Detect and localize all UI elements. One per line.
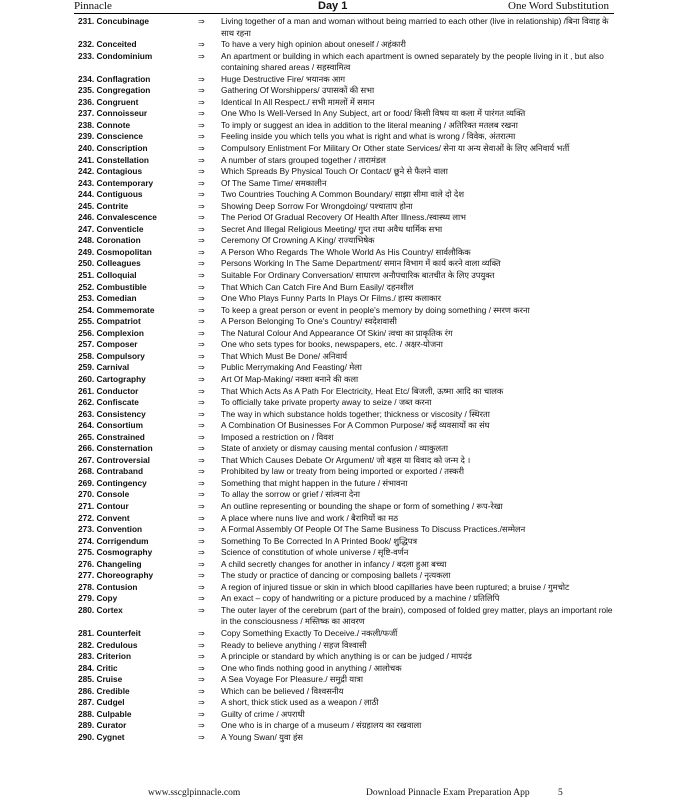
entry-word: 277. Choreography xyxy=(78,570,154,581)
word-entry xyxy=(0,524,683,536)
entry-definition: An apartment or building in which each apartment is owned separately by the people living in it , but also containing shared areas / सहस्वामित्व xyxy=(221,50,604,73)
word-entry xyxy=(0,120,683,132)
entry-word: 256. Complexion xyxy=(78,327,144,338)
arrow-icon: ⇒ xyxy=(198,501,205,511)
entry-definition: That Which Can Catch Fire And Burn Easily/ दहनशील xyxy=(221,281,414,292)
entry-word: 272. Convent xyxy=(78,512,130,523)
entry-word: 238. Connote xyxy=(78,119,131,130)
entry-word: 274. Corrigendum xyxy=(78,535,149,546)
arrow-icon: ⇒ xyxy=(198,374,205,384)
entry-definition: A Formal Assembly Of People Of The Same Business To Discuss Practices./सम्मेलन xyxy=(221,524,526,535)
word-entry xyxy=(0,108,683,120)
entry-definition: One who is in charge of a museum / संग्रहालय का रखवाला xyxy=(221,720,422,731)
entry-word: 288. Culpable xyxy=(78,708,132,719)
word-entry xyxy=(0,155,683,167)
word-entry xyxy=(0,282,683,294)
entry-word: 250. Colleagues xyxy=(78,258,141,269)
entry-definition: To have a very high opinion about oneself / अहंकारी xyxy=(221,39,406,50)
entry-definition: Science of constitution of whole universe / सृष्टि-वर्णन xyxy=(221,547,409,558)
arrow-icon: ⇒ xyxy=(198,213,205,223)
word-entry xyxy=(0,720,683,732)
word-entry xyxy=(0,489,683,501)
entry-definition: That Which Causes Debate Or Argument/ जो बहस या विवाद को जन्म दे । xyxy=(221,454,471,465)
entry-word: 242. Contagious xyxy=(78,166,143,177)
header-brand: Pinnacle xyxy=(74,0,112,12)
word-entry xyxy=(0,397,683,409)
word-entry xyxy=(0,478,683,490)
entry-definition: Public Merrymaking And Feasting/ मेला xyxy=(221,362,362,373)
arrow-icon: ⇒ xyxy=(198,467,205,477)
entry-word: 246. Convalescence xyxy=(78,212,157,223)
arrow-icon: ⇒ xyxy=(198,536,205,546)
word-entry xyxy=(0,293,683,305)
word-entry xyxy=(0,97,683,109)
entry-definition: The Period Of Gradual Recovery Of Health After Illness./स्वास्थ्य लाभ xyxy=(221,212,466,223)
entry-word: 282. Credulous xyxy=(78,639,138,650)
word-entry xyxy=(0,362,683,374)
word-entry xyxy=(0,432,683,444)
arrow-icon: ⇒ xyxy=(198,582,205,592)
arrow-icon: ⇒ xyxy=(198,548,205,558)
arrow-icon: ⇒ xyxy=(198,305,205,315)
word-entry xyxy=(0,709,683,721)
word-entry xyxy=(0,131,683,143)
word-entry xyxy=(0,536,683,548)
arrow-icon: ⇒ xyxy=(198,201,205,211)
entry-word: 271. Contour xyxy=(78,500,129,511)
word-entry xyxy=(0,270,683,282)
arrow-icon: ⇒ xyxy=(198,559,205,569)
arrow-icon: ⇒ xyxy=(198,571,205,581)
arrow-icon: ⇒ xyxy=(198,86,205,96)
word-entry xyxy=(0,201,683,213)
arrow-icon: ⇒ xyxy=(198,594,205,604)
entry-word: 278. Contusion xyxy=(78,581,138,592)
word-entry xyxy=(0,674,683,686)
entry-definition: Secret And Illegal Religious Meeting/ गुप्त तथा अवैध धार्मिक सभा xyxy=(221,223,443,234)
arrow-icon: ⇒ xyxy=(198,721,205,731)
entry-definition: The Natural Colour And Appearance Of Skin/ त्वचा का प्राकृतिक रंग xyxy=(221,327,453,338)
entry-word: 259. Carnival xyxy=(78,362,130,373)
entry-definition: A Person Belonging To One's Country/ स्वदेशवासी xyxy=(221,316,397,327)
arrow-icon: ⇒ xyxy=(198,640,205,650)
word-entry xyxy=(0,224,683,236)
word-entry xyxy=(0,39,683,51)
entry-definition: One who finds nothing good in anything / आलोचक xyxy=(221,662,402,673)
word-entry xyxy=(0,663,683,675)
word-entry xyxy=(0,697,683,709)
arrow-icon: ⇒ xyxy=(198,513,205,523)
page-number: 5 xyxy=(558,788,563,798)
entry-word: 237. Connoisseur xyxy=(78,108,148,119)
word-entry xyxy=(0,178,683,190)
entry-definition: A Sea Voyage For Pleasure./ समुद्री यात्रा xyxy=(221,674,363,685)
entry-definition: To keep a great person or event in people's memory by doing something / स्मरण करना xyxy=(221,304,530,315)
word-entry xyxy=(0,305,683,317)
word-entry xyxy=(0,732,683,744)
arrow-icon: ⇒ xyxy=(198,40,205,50)
entry-definition: Which can be believed / विश्वसनीय xyxy=(221,685,344,696)
entry-definition: Something that might happen in the future / संभावना xyxy=(221,477,408,488)
entry-definition: The study or practice of dancing or composing ballets / नृत्यकला xyxy=(221,570,451,581)
word-entry xyxy=(0,628,683,640)
word-entry xyxy=(0,189,683,201)
entry-word: 268. Contraband xyxy=(78,466,144,477)
word-entry xyxy=(0,640,683,652)
arrow-icon: ⇒ xyxy=(198,236,205,246)
entry-word: 265. Constrained xyxy=(78,431,145,442)
entry-definition: Which Spreads By Physical Touch Or Contact/ छूने से फैलने वाला xyxy=(221,166,448,177)
arrow-icon: ⇒ xyxy=(198,351,205,361)
word-entry xyxy=(0,143,683,155)
arrow-icon: ⇒ xyxy=(198,271,205,281)
word-entry xyxy=(0,455,683,467)
entry-definition: Ceremony Of Crowning A King/ राज्याभिषेक xyxy=(221,235,375,246)
entry-definition: Living together of a man and woman without being married to each other (live in relationship) /बिना विवाह के साथ रहना xyxy=(221,16,609,38)
arrow-icon: ⇒ xyxy=(198,652,205,662)
entry-definition: Gathering Of Worshippers/ उपासकों की सभा xyxy=(221,85,375,96)
word-entry xyxy=(0,409,683,421)
entry-definition: Persons Working In The Same Department/ समान विभाग में कार्य करने वाला व्यक्ति xyxy=(221,258,501,269)
header-rule xyxy=(74,13,614,14)
entry-word: 283. Criterion xyxy=(78,651,132,662)
arrow-icon: ⇒ xyxy=(198,455,205,465)
arrow-icon: ⇒ xyxy=(198,409,205,419)
entry-word: 247. Conventicle xyxy=(78,223,144,234)
footer-app-promo: Download Pinnacle Exam Preparation App xyxy=(366,788,530,798)
entry-definition: Feeling inside you which tells you what is right and what is wrong / विवेक, अंतरात्मा xyxy=(221,131,516,142)
entry-word: 263. Consistency xyxy=(78,408,146,419)
entry-word: 285. Cruise xyxy=(78,674,123,685)
word-entry xyxy=(0,85,683,97)
arrow-icon: ⇒ xyxy=(198,294,205,304)
word-entry xyxy=(0,651,683,663)
entry-word: 245. Contrite xyxy=(78,200,129,211)
arrow-icon: ⇒ xyxy=(198,317,205,327)
entry-definition: Showing Deep Sorrow For Wrongdoing/ पश्चाताप होना xyxy=(221,200,413,211)
entry-definition: A short, thick stick used as a weapon / लाठी xyxy=(221,697,379,708)
page-header xyxy=(0,0,683,13)
entry-word: 275. Cosmography xyxy=(78,547,153,558)
entry-definition: A Person Who Regards The Whole World As His Country/ सार्वलौकिक xyxy=(221,246,471,257)
word-entry xyxy=(0,339,683,351)
word-entry xyxy=(0,16,683,39)
entry-word: 235. Congregation xyxy=(78,85,151,96)
entry-word: 257. Composer xyxy=(78,339,138,350)
entry-word: 264. Consortium xyxy=(78,420,144,431)
entry-word: 249. Cosmopolitan xyxy=(78,246,152,257)
arrow-icon: ⇒ xyxy=(198,490,205,500)
entry-word: 279. Copy xyxy=(78,593,118,604)
entry-definition: One Who Is Well-Versed In Any Subject, art or food/ किसी विषय या कला में पारंगत व्यक्ति xyxy=(221,108,526,119)
entry-word: 262. Confiscate xyxy=(78,397,139,408)
word-entry xyxy=(0,74,683,86)
arrow-icon: ⇒ xyxy=(198,478,205,488)
entry-definition: A region of injured tissue or skin in which blood capillaries have been ruptured; a bruise / गुमचोट xyxy=(221,581,570,592)
entry-definition: State of anxiety or dismay causing mental confusion / व्याकुलता xyxy=(221,443,448,454)
arrow-icon: ⇒ xyxy=(198,340,205,350)
word-entry xyxy=(0,351,683,363)
header-day: Day 1 xyxy=(318,0,348,12)
arrow-icon: ⇒ xyxy=(198,167,205,177)
entry-definition: Guilty of crime / अपराधी xyxy=(221,708,305,719)
entry-definition: Copy Something Exactly To Deceive./ नकली/फर्जी xyxy=(221,627,398,638)
word-entry xyxy=(0,547,683,559)
entry-definition: Art Of Map-Making/ नक्शा बनाने की कला xyxy=(221,373,359,384)
arrow-icon: ⇒ xyxy=(198,386,205,396)
arrow-icon: ⇒ xyxy=(198,282,205,292)
entry-word: 254. Commemorate xyxy=(78,304,155,315)
entry-definition: One who sets types for books, newspapers, etc. / अक्षर-योजना xyxy=(221,339,443,350)
entry-word: 267. Controversial xyxy=(78,454,150,465)
entry-word: 284. Critic xyxy=(78,662,118,673)
entry-definition: The way in which substance holds together; thickness or viscosity / स्थिरता xyxy=(221,408,490,419)
page-footer xyxy=(0,787,683,800)
arrow-icon: ⇒ xyxy=(198,17,205,26)
entry-definition: Of The Same Time/ समकालीन xyxy=(221,177,327,188)
word-entry xyxy=(0,605,683,628)
entry-definition: A child secretly changes for another in infancy / बदला हुआ बच्चा xyxy=(221,558,447,569)
word-entry xyxy=(0,686,683,698)
arrow-icon: ⇒ xyxy=(198,628,205,638)
arrow-icon: ⇒ xyxy=(198,398,205,408)
entry-definition: An outline representing or bounding the shape or form of something / रूप-रेखा xyxy=(221,500,503,511)
entry-word: 260. Cartography xyxy=(78,373,146,384)
word-list xyxy=(0,16,683,743)
arrow-icon: ⇒ xyxy=(198,732,205,742)
entry-definition: Prohibited by law or treaty from being imported or exported / तस्करी xyxy=(221,466,465,477)
entry-word: 241. Constellation xyxy=(78,154,150,165)
entry-definition: Compulsory Enlistment For Military Or Other state Services/ सेना या अन्य सेवाओं के लिए अनिवार्य भर्ती xyxy=(221,143,570,154)
arrow-icon: ⇒ xyxy=(198,259,205,269)
word-entry xyxy=(0,466,683,478)
entry-word: 252. Combustible xyxy=(78,281,147,292)
entry-definition: A Young Swan/ युवा हंस xyxy=(221,731,304,742)
word-entry xyxy=(0,166,683,178)
word-entry xyxy=(0,386,683,398)
arrow-icon: ⇒ xyxy=(198,363,205,373)
word-entry xyxy=(0,328,683,340)
entry-definition: Imposed a restriction on / विवश xyxy=(221,431,334,442)
arrow-icon: ⇒ xyxy=(198,224,205,234)
word-entry xyxy=(0,420,683,432)
arrow-icon: ⇒ xyxy=(198,120,205,130)
entry-definition: A number of stars grouped together / तारामंडल xyxy=(221,154,386,165)
entry-word: 240. Conscription xyxy=(78,143,148,154)
entry-word: 234. Conflagration xyxy=(78,73,151,84)
word-entry xyxy=(0,582,683,594)
entry-definition: Ready to believe anything / सहज विश्वासी xyxy=(221,639,367,650)
arrow-icon: ⇒ xyxy=(198,155,205,165)
entry-definition: Two Countries Touching A Common Boundary/ साझा सीमा वाले दो देश xyxy=(221,189,464,200)
arrow-icon: ⇒ xyxy=(198,247,205,257)
entry-definition: A principle or standard by which anything is or can be judged / मापदंड xyxy=(221,651,472,662)
arrow-icon: ⇒ xyxy=(198,663,205,673)
arrow-icon: ⇒ xyxy=(198,74,205,84)
arrow-icon: ⇒ xyxy=(198,432,205,442)
arrow-icon: ⇒ xyxy=(198,698,205,708)
entry-word: 255. Compatriot xyxy=(78,316,141,327)
word-entry xyxy=(0,593,683,605)
entry-word: 269. Contingency xyxy=(78,477,147,488)
entry-word: 286. Credible xyxy=(78,685,130,696)
entry-word: 266. Consternation xyxy=(78,443,153,454)
word-entry xyxy=(0,247,683,259)
arrow-icon: ⇒ xyxy=(198,686,205,696)
entry-definition: To imply or suggest an idea in addition to the literal meaning / अतिरिक्त मतलब रखना xyxy=(221,119,518,130)
entry-word: 276. Changeling xyxy=(78,558,142,569)
entry-word: 236. Congruent xyxy=(78,96,139,107)
entry-definition: Suitable For Ordinary Conversation/ साधारण अनौपचारिक बातचीत के लिए उपयुक्त xyxy=(221,270,495,281)
entry-word: 231. Concubinage xyxy=(78,16,150,26)
footer-website: www.sscglpinnacle.com xyxy=(148,788,241,798)
word-entry xyxy=(0,570,683,582)
word-entry xyxy=(0,374,683,386)
entry-word: 248. Coronation xyxy=(78,235,141,246)
entry-definition: Identical In All Respect./ सभी मामलों में समान xyxy=(221,96,375,107)
entry-word: 244. Contiguous xyxy=(78,189,143,200)
entry-word: 280. Cortex xyxy=(78,604,123,615)
entry-word: 261. Conductor xyxy=(78,385,139,396)
arrow-icon: ⇒ xyxy=(198,109,205,119)
header-topic: One Word Substitution xyxy=(508,0,609,12)
arrow-icon: ⇒ xyxy=(198,525,205,535)
entry-word: 251. Colloquial xyxy=(78,270,137,281)
entry-definition: An exact – copy of handwriting or a picture produced by a machine / प्रतिलिपि xyxy=(221,593,500,604)
arrow-icon: ⇒ xyxy=(198,328,205,338)
entry-definition: To officially take private property away to seize / जब्त करना xyxy=(221,397,432,408)
arrow-icon: ⇒ xyxy=(198,675,205,685)
entry-word: 281. Counterfeit xyxy=(78,627,141,638)
arrow-icon: ⇒ xyxy=(198,144,205,154)
word-entry xyxy=(0,513,683,525)
arrow-icon: ⇒ xyxy=(198,444,205,454)
entry-definition: That Which Must Be Done/ अनिवार्य xyxy=(221,350,348,361)
word-entry xyxy=(0,501,683,513)
word-entry xyxy=(0,51,683,74)
word-entry xyxy=(0,235,683,247)
entry-word: 258. Compulsory xyxy=(78,350,145,361)
arrow-icon: ⇒ xyxy=(198,421,205,431)
entry-word: 289. Curator xyxy=(78,720,127,731)
entry-word: 233. Condominium xyxy=(78,50,153,61)
arrow-icon: ⇒ xyxy=(198,709,205,719)
entry-definition: Something To Be Corrected In A Printed Book/ शुद्धिपत्र xyxy=(221,535,418,546)
entry-word: 253. Comedian xyxy=(78,293,137,304)
arrow-icon: ⇒ xyxy=(198,190,205,200)
entry-word: 273. Convention xyxy=(78,524,143,535)
arrow-icon: ⇒ xyxy=(198,51,205,61)
word-entry xyxy=(0,316,683,328)
entry-definition: One Who Plays Funny Parts In Plays Or Films./ हास्य कलाकार xyxy=(221,293,442,304)
entry-definition: A Combination Of Businesses For A Common Purpose/ कई व्यवसायों का संघ xyxy=(221,420,490,431)
entry-definition: To allay the sorrow or grief / सांत्वना देना xyxy=(221,489,361,500)
entry-definition: Huge Destructive Fire/ भयानक आग xyxy=(221,73,346,84)
entry-definition: A place where nuns live and work / बैरागियों का मठ xyxy=(221,512,399,523)
word-entry xyxy=(0,443,683,455)
word-entry xyxy=(0,258,683,270)
entry-word: 232. Conceited xyxy=(78,39,137,50)
arrow-icon: ⇒ xyxy=(198,178,205,188)
entry-word: 239. Conscience xyxy=(78,131,144,142)
entry-definition: That Which Acts As A Path For Electricity, Heat Etc/ बिजली, ऊष्मा आदि का चालक xyxy=(221,385,504,396)
arrow-icon: ⇒ xyxy=(198,605,205,615)
entry-word: 270. Console xyxy=(78,489,130,500)
arrow-icon: ⇒ xyxy=(198,97,205,107)
entry-word: 290. Cygnet xyxy=(78,731,125,742)
entry-word: 243. Contemporary xyxy=(78,177,154,188)
entry-definition: The outer layer of the cerebrum (part of the brain), composed of folded grey matter, plays an important role in the consciousness / मस्तिष्क का आवरण xyxy=(221,604,613,627)
entry-word: 287. Cudgel xyxy=(78,697,125,708)
arrow-icon: ⇒ xyxy=(198,132,205,142)
word-entry xyxy=(0,559,683,571)
word-entry xyxy=(0,212,683,224)
